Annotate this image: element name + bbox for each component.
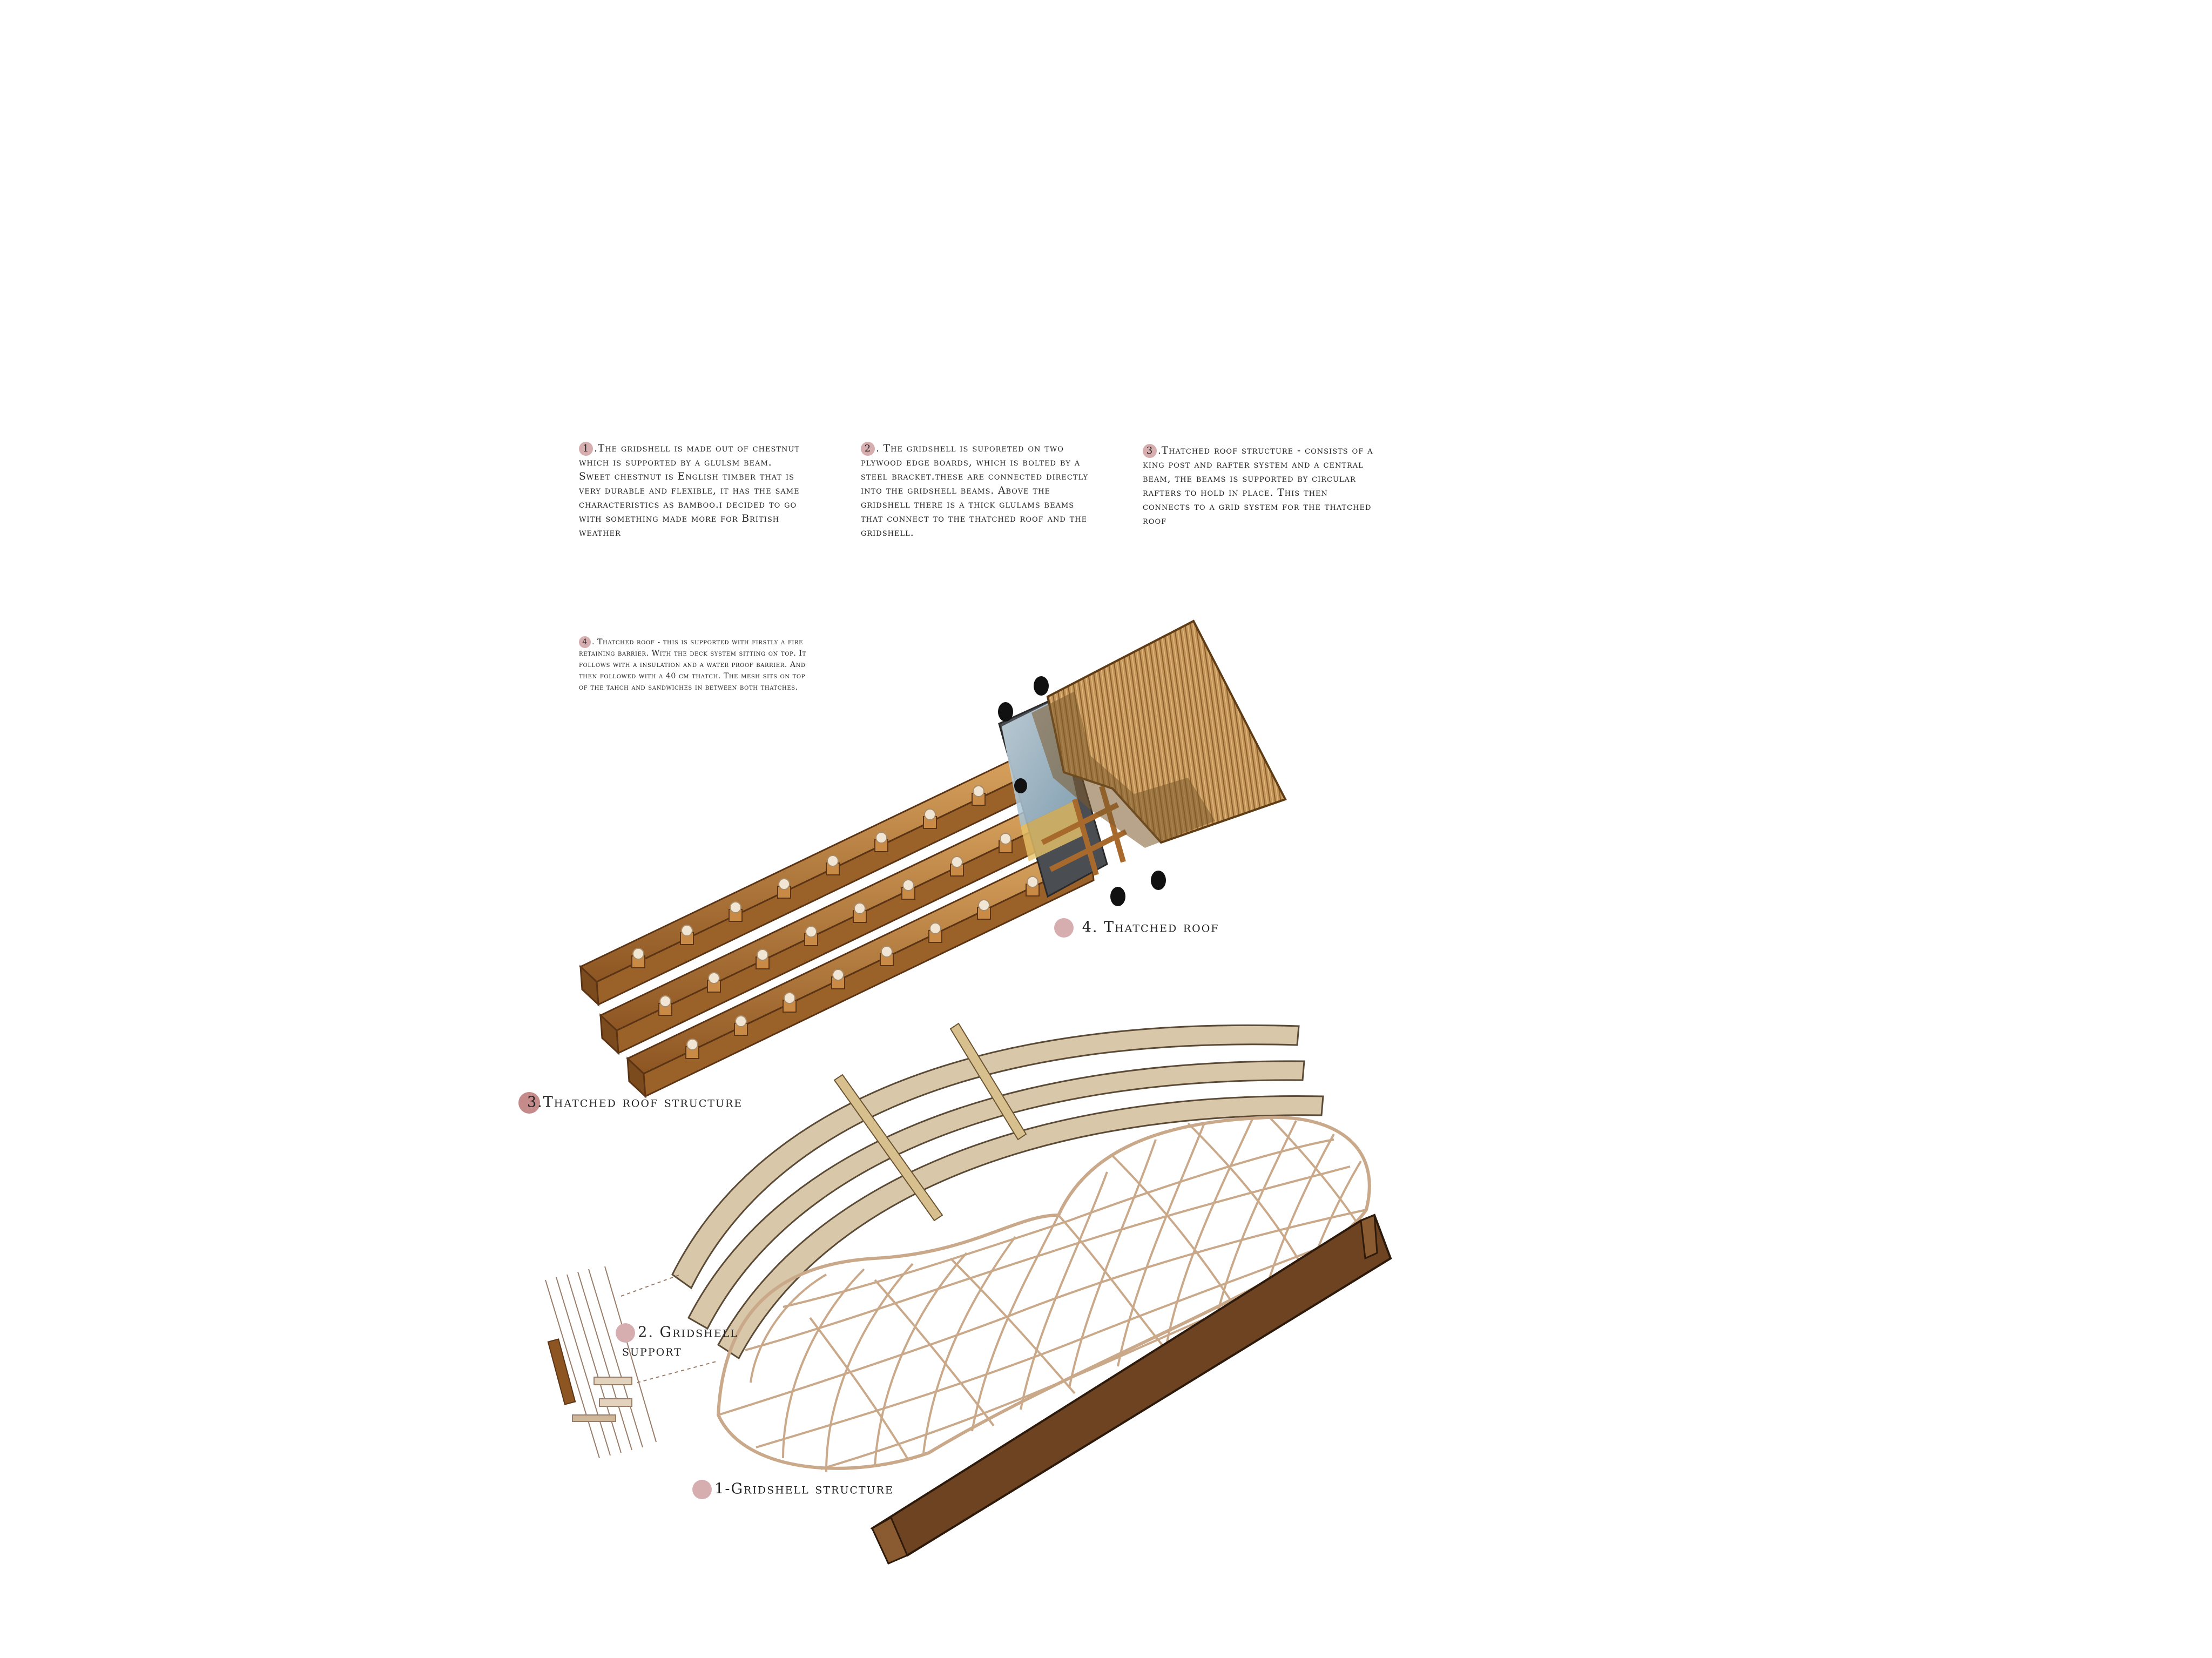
label-dot xyxy=(692,1480,712,1499)
label-text-line2: support xyxy=(622,1343,682,1359)
label-roof-structure xyxy=(518,1092,743,1114)
note-gridshell-support xyxy=(861,442,1093,540)
label-dot xyxy=(616,1323,635,1343)
note-thatched-roof xyxy=(579,636,811,693)
note-gridshell xyxy=(579,442,806,540)
gridshell-edge-board xyxy=(872,1215,1391,1563)
label-dot xyxy=(1054,918,1074,938)
label-thatched-roof xyxy=(1054,918,1219,938)
label-text: 1-Gridshell structure xyxy=(714,1480,894,1498)
note-number-badge: 3 xyxy=(1143,444,1157,458)
thatched-roof-buildup xyxy=(998,621,1285,906)
gridshell-support-detail xyxy=(545,1266,718,1458)
label-text: 2. Gridshell xyxy=(638,1324,738,1341)
label-text: 3.Thatched roof structure xyxy=(527,1094,743,1111)
label-gridshell-structure xyxy=(692,1480,894,1499)
label-gridshell-support xyxy=(616,1323,738,1360)
note-number-badge: 4 xyxy=(579,636,591,648)
label-text: 4. Thatched roof xyxy=(1082,919,1219,936)
note-number-badge: 1 xyxy=(579,442,593,456)
note-number-badge: 2 xyxy=(861,442,875,456)
note-text: .The gridshell is made out of chestnut which is supported by a glulsm beam. Sweet chestnut is English timber that is very durable and flexible, it has the same characteristics as bamboo.i decided to go with something made more for British weather xyxy=(579,443,800,538)
note-roof-structure xyxy=(1143,444,1375,528)
note-text: . The gridshell is suporeted on two plywood edge boards, which is bolted by a steel bracket.these are connected directly into the gridshell beams. Above the gridshell there is a thick glulams beams that connect to the thatched roof and the gridshell. xyxy=(861,443,1088,538)
note-text: . Thatched roof - this is supported with firstly a fire retaining barrier. With the deck system sitting on top. It follows with a insulation and a water proof barrier. And then followed with a 40 cm thatch. The mesh sits on top of the tahch and sandwiches in between both thatches. xyxy=(579,638,806,692)
note-text: .Thatched roof structure - consists of a king post and rafter system and a central beam, the beams is supported by circular rafters to hold in place. This then connects to a grid system for the thatched roof xyxy=(1143,445,1373,527)
